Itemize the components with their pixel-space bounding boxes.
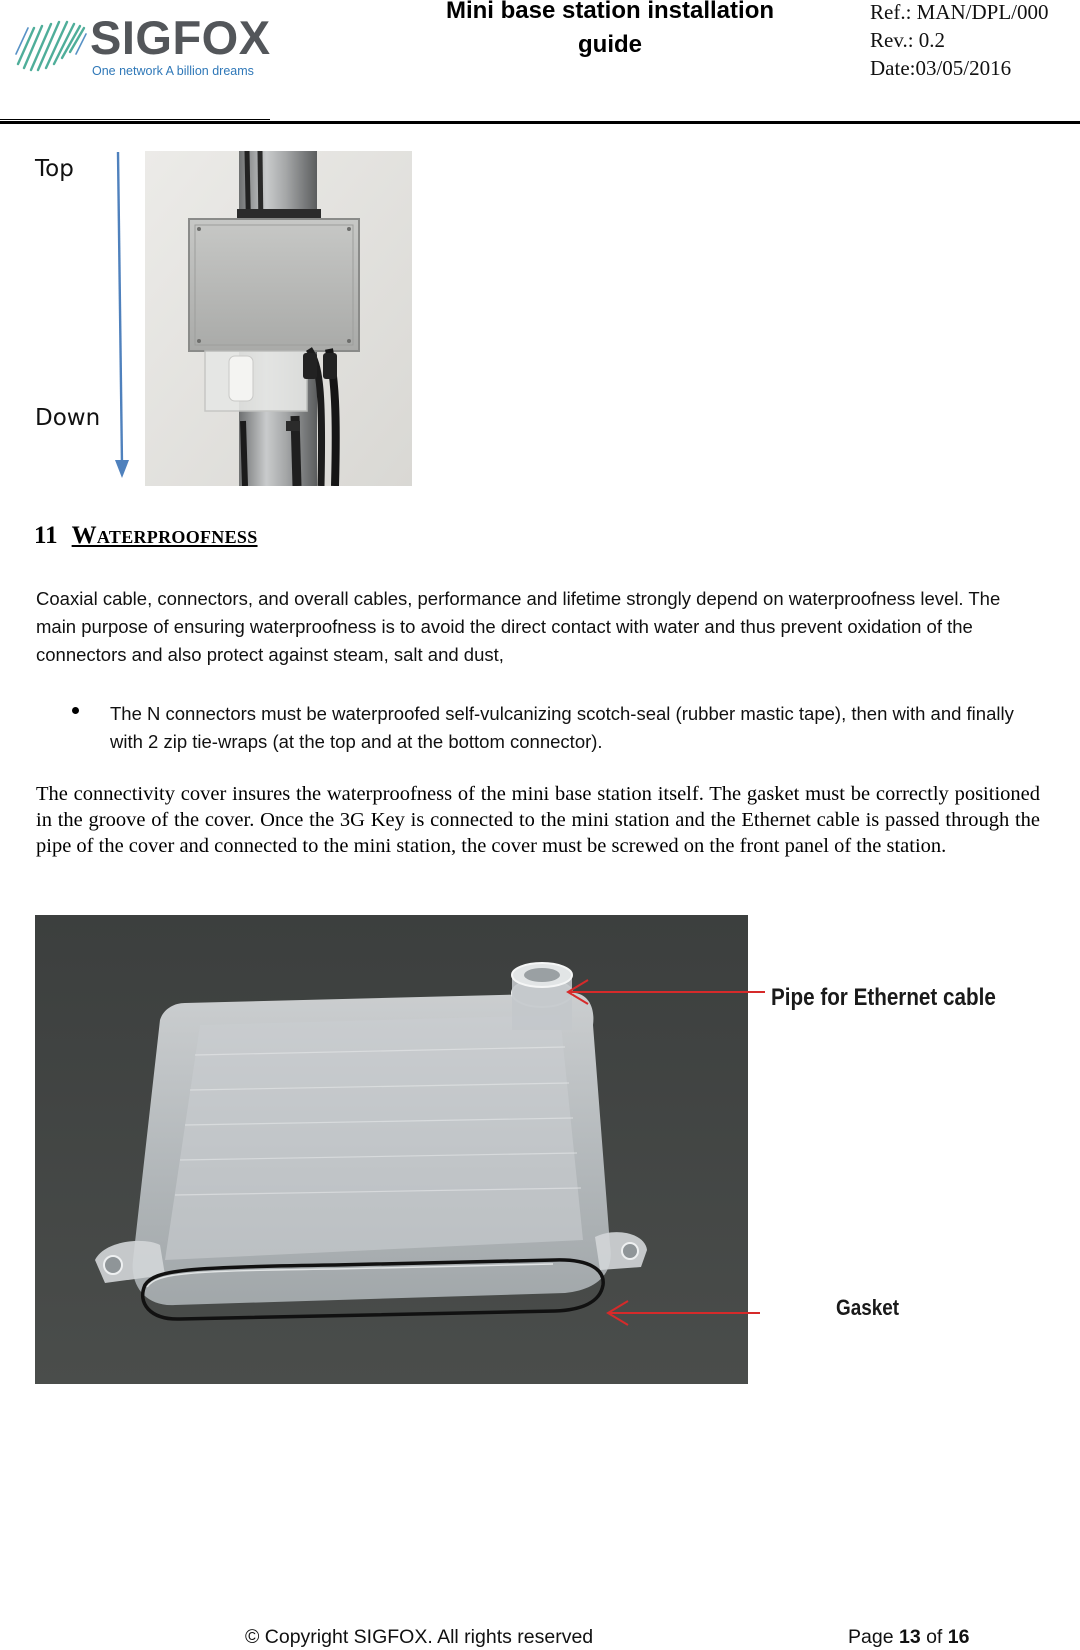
section-title: Waterproofness	[71, 522, 258, 549]
sigfox-logo-mark-icon	[14, 14, 88, 72]
orientation-down-label: Down	[35, 405, 101, 431]
footer-copyright: © Copyright SIGFOX. All rights reserved	[245, 1626, 594, 1648]
pipe-callout-label: Pipe for Ethernet cable	[771, 984, 996, 1011]
page-of: of	[920, 1626, 948, 1648]
logo-tagline: One network A billion dreams	[92, 64, 254, 78]
bullet-item-text: The N connectors must be waterproofed self-vulcanizing scotch-seal (rubber mastic tape), then with and finally with 2 zip tie-wraps (at the top and at the bottom connector).	[110, 703, 1014, 752]
page-total: 16	[947, 1626, 970, 1648]
footer-page-number	[848, 1626, 969, 1649]
header-divider-thin	[0, 119, 270, 120]
gasket-callout-label: Gasket	[836, 1295, 900, 1320]
document-title-line-1: Mini base station installation	[445, 0, 775, 24]
section-heading	[34, 522, 258, 550]
document-reference-block	[870, 0, 1049, 82]
intro-paragraph: Coaxial cable, connectors, and overall cables, performance and lifetime strongly depend on waterproofness level. The main purpose of ensuring waterproofness is to avoid the direct contact with water and thus prevent oxidation of the connectors and also protect against steam, salt and dust,	[36, 588, 1001, 665]
document-title	[390, 0, 830, 62]
page-current: 13	[898, 1626, 921, 1648]
section-number: 11	[34, 522, 58, 549]
orientation-top-label: Top	[35, 156, 74, 182]
callout-arrows	[560, 960, 800, 1360]
sigfox-logo	[14, 11, 274, 78]
document-revision: Rev.: 0.2	[870, 28, 946, 52]
document-title-line-2: guide	[578, 31, 642, 58]
orientation-arrow-icon	[110, 150, 134, 480]
page-prefix: Page	[848, 1626, 899, 1648]
header-divider	[0, 121, 1080, 124]
mounted-station-photo	[145, 151, 412, 486]
document-ref: Ref.: MAN/DPL/000	[870, 0, 1049, 24]
document-date: Date:03/05/2016	[870, 56, 1012, 80]
logo-wordmark: SIGFOX	[90, 11, 271, 64]
cover-paragraph: The connectivity cover insures the waterproofness of the mini base station itself. The gasket must be correctly positioned in the groove of the cover. Once the 3G Key is connected to the mini station and the Ethernet cable is passed through the pipe of the cover and connected to the mini station, the cover must be screwed on the front panel of the station.	[36, 783, 1040, 857]
bullet-marker	[72, 707, 79, 714]
